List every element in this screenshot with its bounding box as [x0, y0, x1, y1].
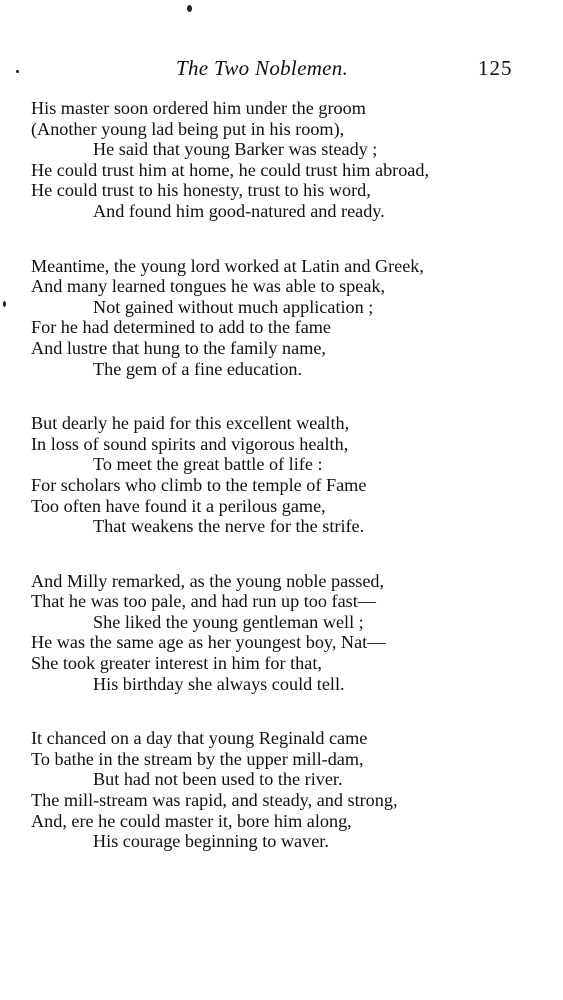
- verse-line: That he was too pale, and had run up too fast—: [31, 591, 376, 612]
- verse-line: She took greater interest in him for that,: [31, 653, 322, 674]
- running-header: [0, 56, 563, 86]
- verse-line: Too often have found it a perilous game,: [31, 495, 326, 516]
- verse-line: His courage beginning to waver.: [93, 831, 329, 852]
- ink-speck: [187, 5, 192, 12]
- verse-line: But dearly he paid for this excellent wealth,: [31, 413, 350, 434]
- verse-line: He said that young Barker was steady ;: [93, 139, 378, 160]
- verse-line: The mill-stream was rapid, and steady, and strong,: [31, 790, 398, 811]
- verse-line: And Milly remarked, as the young noble passed,: [31, 570, 385, 591]
- verse-line: And, ere he could master it, bore him along,: [31, 810, 352, 831]
- verse-line: To bathe in the stream by the upper mill-dam,: [31, 748, 364, 769]
- verse-line: Meantime, the young lord worked at Latin and Greek,: [31, 255, 424, 276]
- verse-line: He could trust him at home, he could trust him abroad,: [31, 159, 430, 180]
- verse-line: Not gained without much application ;: [93, 296, 374, 317]
- verse-line: For he had determined to add to the fame: [31, 317, 331, 338]
- verse-line: The gem of a fine education.: [93, 358, 303, 379]
- verse-line: In loss of sound spirits and vigorous health,: [31, 433, 349, 454]
- stanza: [31, 571, 561, 695]
- ink-speck: [3, 301, 6, 307]
- verse-line: But had not been used to the river.: [93, 769, 343, 790]
- stanza: [31, 256, 561, 380]
- verse-line: And lustre that hung to the family name,: [31, 337, 326, 358]
- verse-line: She liked the young gentleman well ;: [93, 611, 364, 632]
- running-title: The Two Noblemen.: [176, 56, 349, 80]
- verse-line: He was the same age as her youngest boy, Nat—: [31, 632, 386, 653]
- verse-line: He could trust to his honesty, trust to his word,: [31, 180, 371, 201]
- verse-line: And many learned tongues he was able to speak,: [31, 276, 386, 297]
- stanza: [31, 728, 561, 852]
- verse-line: To meet the great battle of life :: [93, 454, 323, 475]
- verse-line: It chanced on a day that young Reginald came: [31, 728, 368, 749]
- stanza: [31, 413, 561, 537]
- verse-line: (Another young lad being put in his room),: [31, 118, 345, 139]
- verse-line: That weakens the nerve for the strife.: [93, 516, 365, 537]
- verse-line: And found him good-natured and ready.: [93, 200, 385, 221]
- poem-body: [31, 98, 561, 886]
- stanza: [31, 98, 561, 222]
- verse-line: His birthday she always could tell.: [93, 673, 345, 694]
- verse-line: His master soon ordered him under the groom: [31, 98, 366, 118]
- verse-line: For scholars who climb to the temple of Fame: [31, 474, 367, 495]
- page-number: 125: [478, 56, 513, 80]
